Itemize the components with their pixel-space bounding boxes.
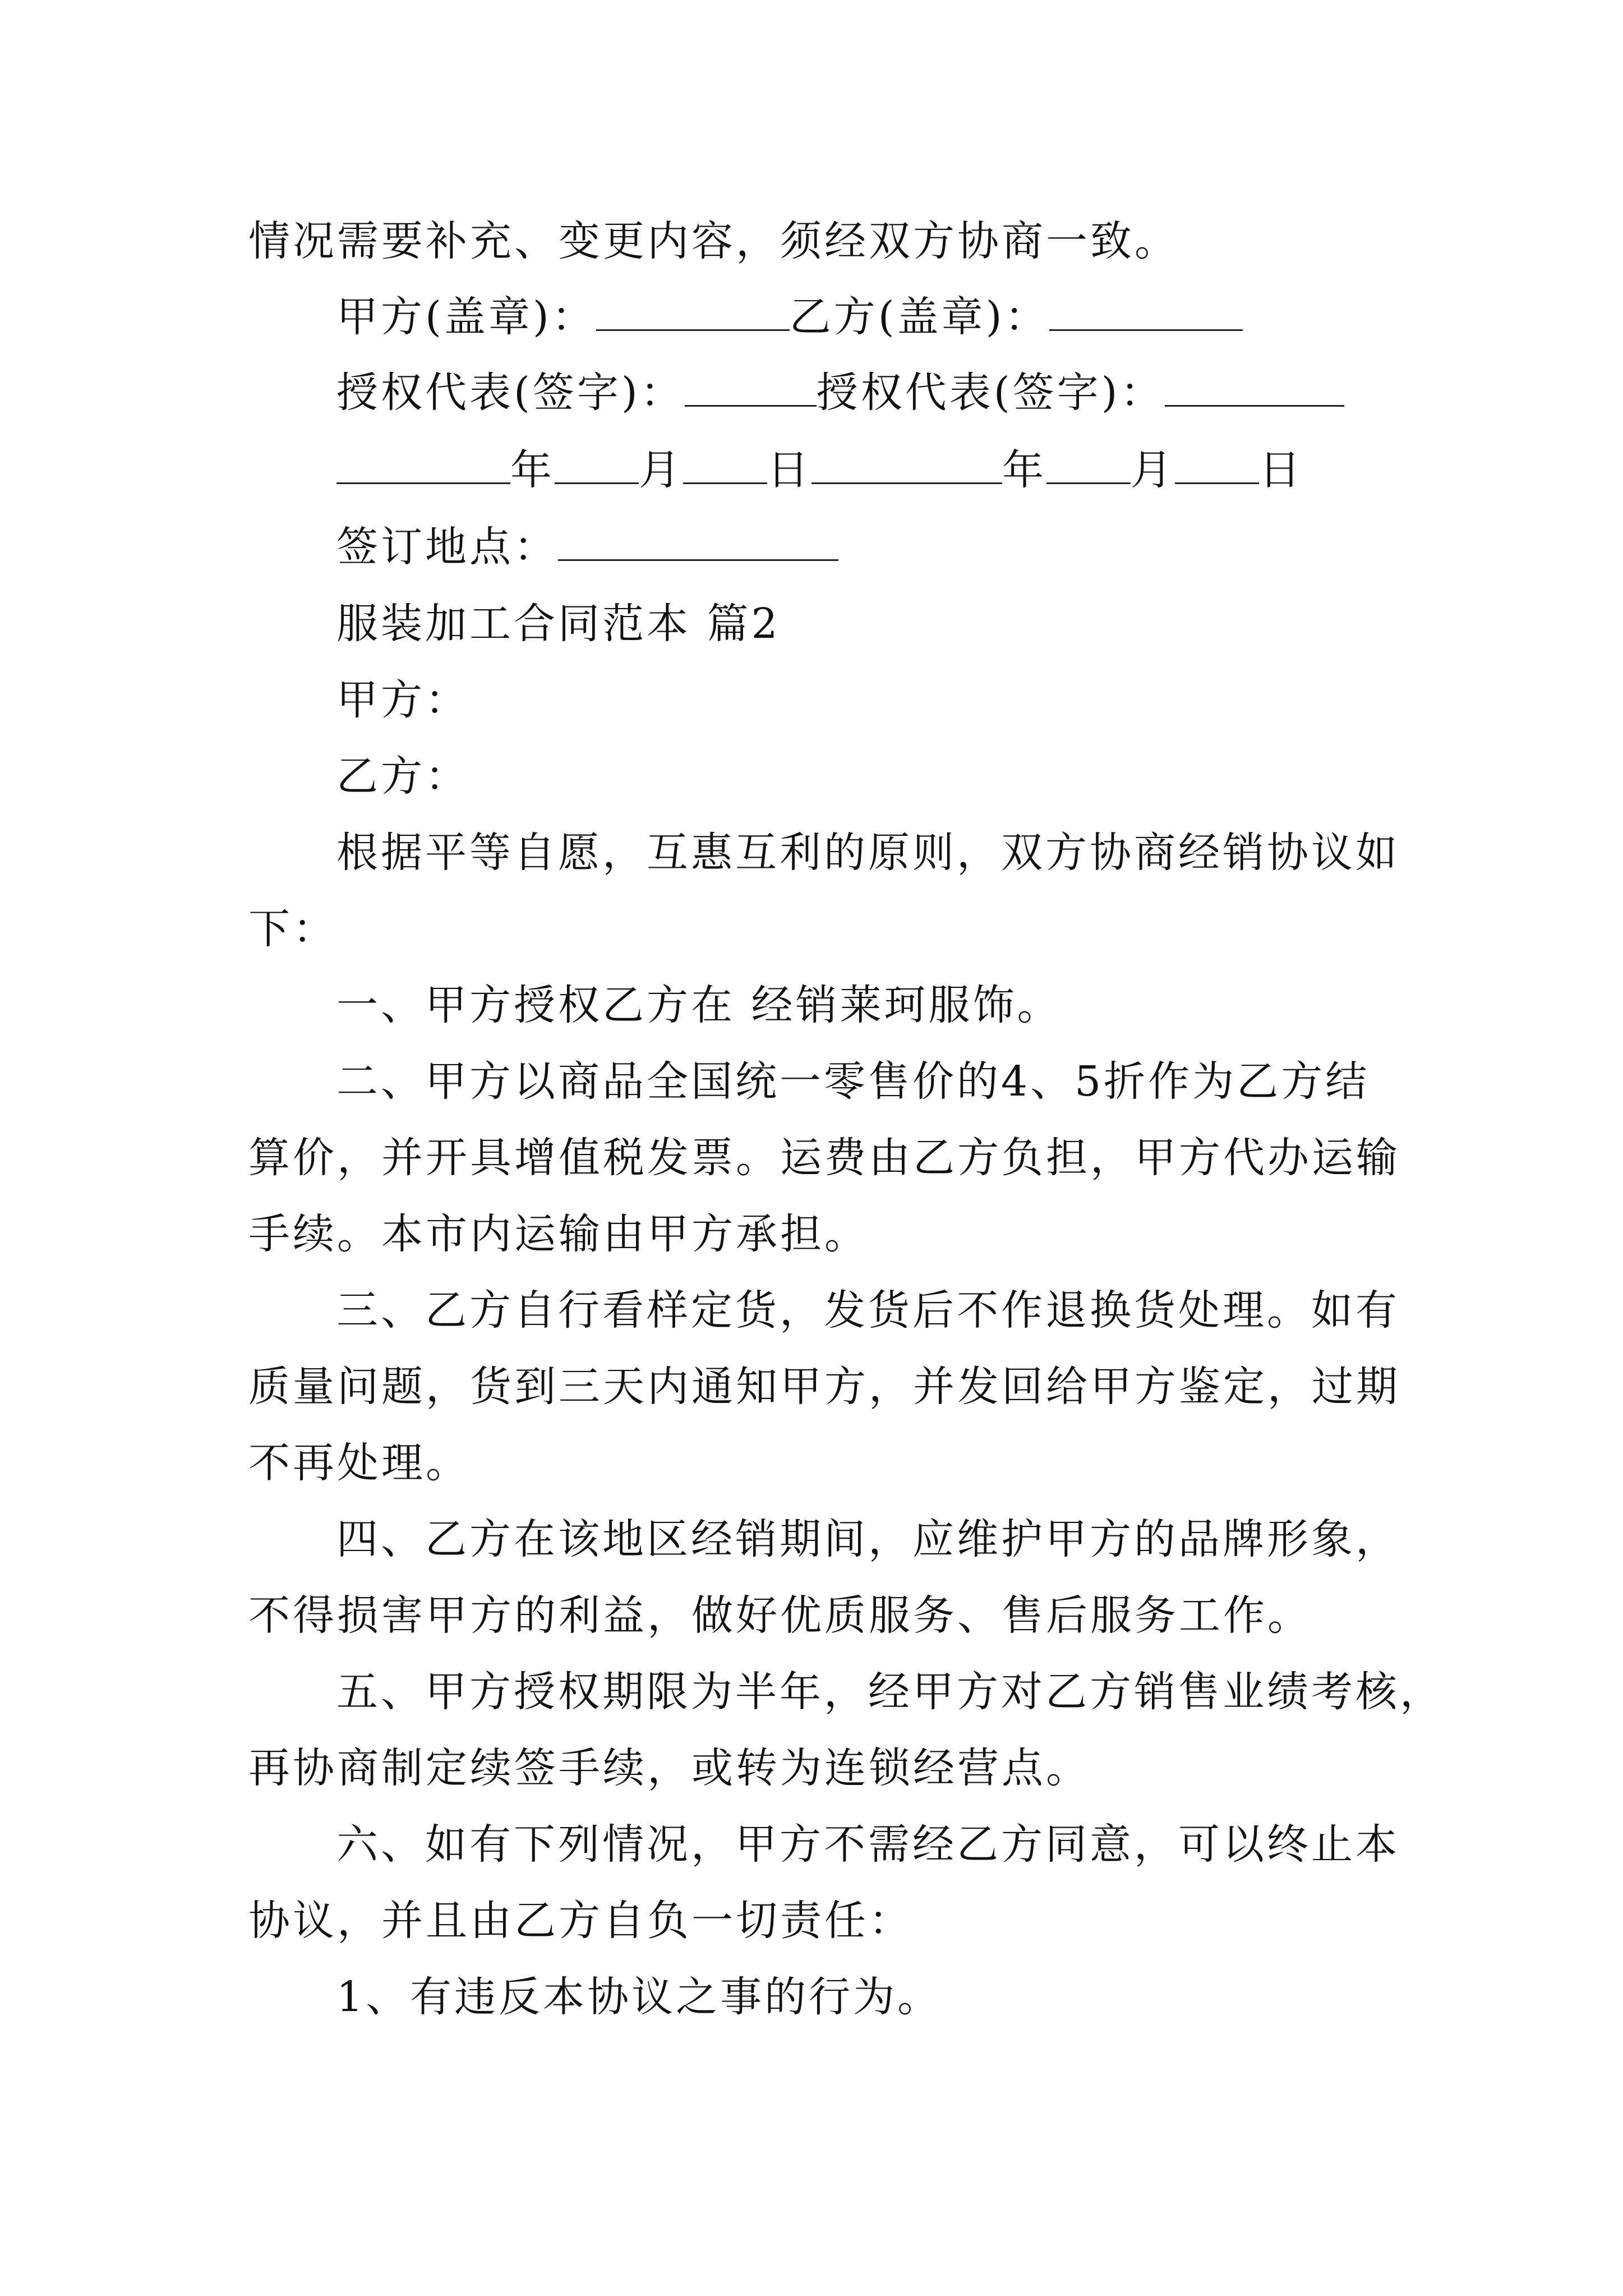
paragraph-line: 一、甲方授权乙方在 经销莱珂服饰。 [336,981,1062,1029]
rep-b-blank [1165,371,1344,407]
day-a-label: 日 [767,446,811,494]
paragraph-line: 情况需要补充、变更内容，须经双方协商一致。 [248,217,1179,265]
paragraph-line: 六、如有下列情况，甲方不需经乙方同意，可以终止本 [336,1820,1400,1869]
party-a-seal-blank [596,296,790,331]
year-a-label: 年 [510,446,555,494]
paragraph-line: 协议，并且由乙方自负一切责任： [248,1897,913,1945]
day-b-label: 日 [1259,446,1303,494]
paragraph-line: 四、乙方在该地区经销期间，应维护甲方的品牌形象， [336,1515,1400,1563]
month-b-blank [1046,449,1131,484]
year-b-label: 年 [1002,446,1046,494]
paragraph-line: 不再处理。 [248,1439,470,1487]
month-b-label: 月 [1131,446,1175,494]
paragraph-line: 下： [248,905,337,953]
month-a-label: 月 [639,446,683,494]
day-b-blank [1175,449,1259,484]
representative-line [336,367,1344,418]
rep-b-label: 授权代表(签字)： [816,369,1165,417]
month-a-blank [555,449,639,484]
paragraph-line: 质量问题，货到三天内通知甲方，并发回给甲方鉴定，过期 [248,1363,1400,1411]
paragraph-line: 手续。本市内运输由甲方承担。 [248,1210,869,1258]
party-b-seal-label: 乙方(盖章)： [789,293,1049,341]
party-b-line: 乙方： [336,752,469,800]
party-a-seal-label: 甲方(盖章)： [336,293,596,341]
paragraph-line: 算价，并开具增值税发票。运费由乙方负担，甲方代办运输 [248,1134,1400,1182]
year-a-blank [336,449,510,484]
signing-place-blank [558,526,838,561]
paragraph-line: 根据平等自愿，互惠互利的原则，双方协商经销协议如 [336,829,1400,877]
rep-a-label: 授权代表(签字)： [336,369,685,417]
paragraph-line: 二、甲方以商品全国统一零售价的4、5折作为乙方结 [336,1057,1370,1106]
paragraph-line: 再协商制定续签手续，或转为连锁经营点。 [248,1744,1090,1792]
paragraph-line: 1、有违反本协议之事的行为。 [336,1973,942,2021]
signing-place-label: 签订地点： [336,523,558,571]
day-a-blank [683,449,767,484]
rep-a-blank [685,371,817,407]
paragraph-line: 三、乙方自行看样定货，发货后不作退换货处理。如有 [336,1286,1400,1335]
year-b-blank [811,449,1002,484]
seal-line [336,292,1243,342]
date-line [336,445,1303,495]
party-a-line: 甲方： [336,676,469,724]
party-b-seal-blank [1049,296,1243,331]
paragraph-line: 五、甲方授权期限为半年，经甲方对乙方销售业绩考核， [336,1668,1444,1716]
paragraph-line: 不得损害甲方的利益，做好优质服务、售后服务工作。 [248,1591,1312,1640]
signing-place-line [336,522,838,572]
section-heading: 服装加工合同范本 篇2 [336,600,781,648]
